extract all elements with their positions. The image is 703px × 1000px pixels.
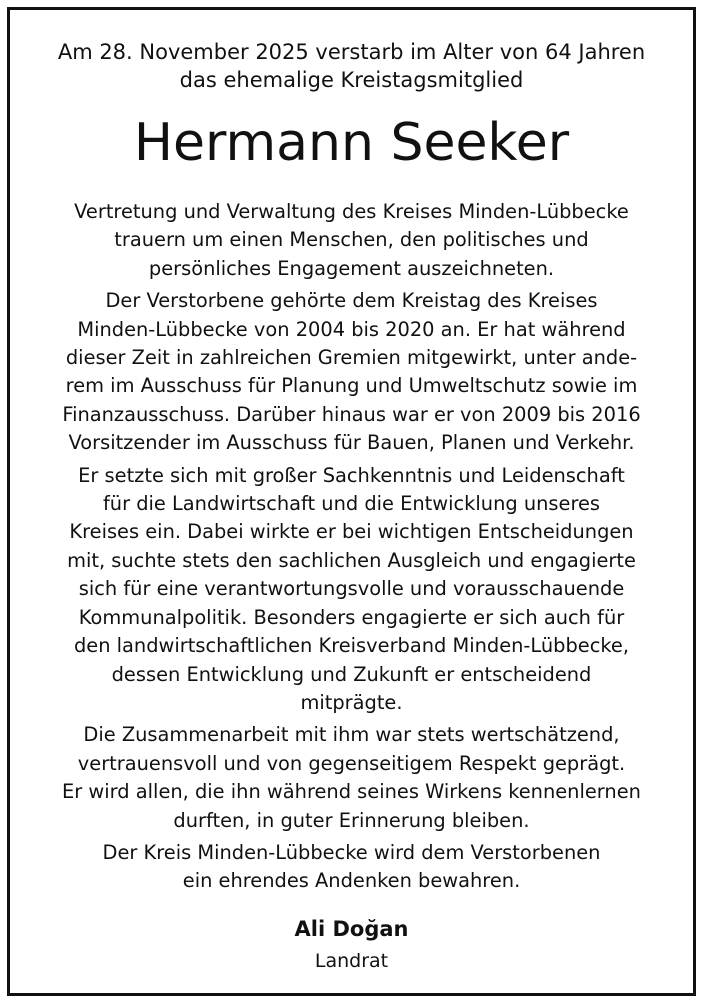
text-line: rem im Ausschuss für Planung und Umweltschutz sowie im: [65, 374, 638, 398]
text-line: ein ehrendes Andenken bewahren.: [182, 869, 521, 893]
text-line: mitprägte.: [300, 690, 403, 714]
text-line: Er wird allen, die ihn während seines Wirkens kennenlernen: [62, 780, 641, 804]
obituary-frame: [7, 7, 696, 996]
text-line: durften, in guter Erinnerung bleiben.: [173, 808, 530, 832]
text-line: persönliches Engagement auszeichneten.: [148, 256, 555, 280]
paragraph-engagement: [20, 462, 683, 718]
text-line: Der Verstorbene gehörte dem Kreistag des Kreises: [105, 289, 598, 313]
text-line: Vorsitzender im Ausschuss für Bauen, Planen und Verkehr.: [68, 431, 635, 455]
text-line: Er setzte sich mit großer Sachkenntnis und Leidenschaft: [78, 463, 625, 487]
paragraph-remembrance: [20, 839, 683, 896]
text-line: mit, suchte stets den sachlichen Ausgleich und engagierte: [67, 548, 636, 572]
text-line: den landwirtschaftlichen Kreisverband Minden-Lübbecke,: [73, 634, 630, 658]
intro-line: Am 28. November 2025 verstarb im Alter von 64 Jahren: [57, 40, 646, 64]
text-line: Die Zusammenarbeit mit ihm war stets wertschätzend,: [83, 723, 620, 747]
signer-name: Ali Doğan: [294, 916, 409, 941]
text-line: Vertretung und Verwaltung des Kreises Minden-Lübbecke: [74, 200, 629, 223]
text-line: Finanzausschuss. Darüber hinaus war er von 2009 bis 2016: [62, 402, 641, 426]
intro-line: das ehemalige Kreistagsmitglied: [179, 68, 524, 92]
intro-text: [20, 38, 683, 94]
text-line: Kommunalpolitik. Besonders engagierte er sich auch für: [78, 605, 625, 629]
text-line: Minden-Lübbecke von 2004 bis 2020 an. Er hat während: [77, 317, 626, 341]
paragraph-mourning: [20, 198, 683, 283]
text-line: trauern um einen Menschen, den politisches und: [114, 228, 589, 252]
deceased-name: Hermann Seeker: [133, 113, 570, 173]
paragraph-cooperation: [20, 721, 683, 835]
paragraph-career: [20, 287, 683, 457]
text-line: dessen Entwicklung und Zukunft er entscheidend: [111, 662, 592, 686]
text-line: sich für eine verantwortungsvolle und vorausschauende: [78, 577, 625, 601]
text-line: für die Landwirtschaft und die Entwicklung unseres: [102, 492, 601, 516]
text-line: dieser Zeit in zahlreichen Gremien mitgewirkt, unter ande-: [65, 346, 638, 370]
signer-title: Landrat: [314, 949, 389, 972]
text-line: Der Kreis Minden-Lübbecke wird dem Verstorbenen: [102, 840, 601, 864]
text-line: Kreises ein. Dabei wirkte er bei wichtigen Entscheidungen: [69, 520, 634, 544]
obituary-body: [20, 198, 683, 896]
text-line: vertrauensvoll und von gegenseitigem Respekt geprägt.: [77, 751, 626, 775]
obituary-content: [20, 10, 683, 993]
